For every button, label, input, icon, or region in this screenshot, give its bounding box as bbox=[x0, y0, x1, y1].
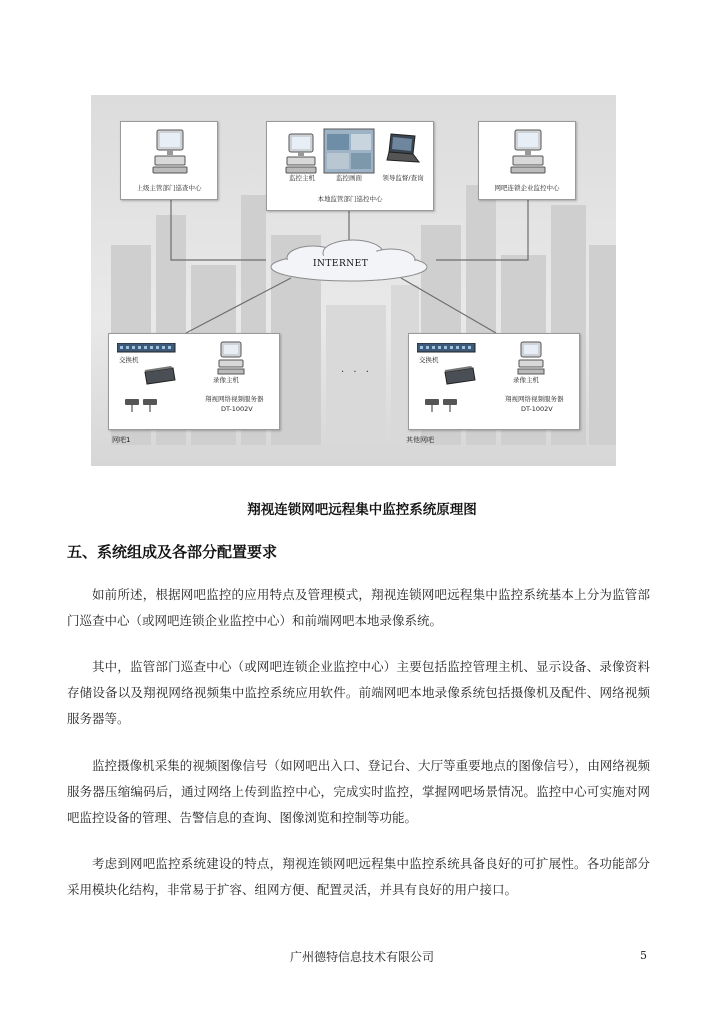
recorder-host-icon bbox=[217, 340, 247, 376]
video-server-icon bbox=[443, 366, 477, 386]
branch-box-left bbox=[108, 333, 280, 430]
computer-icon bbox=[509, 128, 549, 176]
laptop-icon bbox=[385, 132, 421, 168]
site-label-right: 其他网吧 bbox=[406, 436, 434, 444]
local-center-title: 本地监管部门巡控中心 bbox=[317, 195, 383, 203]
video-server-label: 翔视网络视频服务器 bbox=[205, 395, 264, 403]
monitor-host-icon bbox=[285, 132, 319, 176]
computer-icon bbox=[151, 128, 191, 176]
supervisor-center-box bbox=[120, 121, 218, 200]
footer-company: 广州德特信息技术有限公司 bbox=[289, 950, 434, 964]
recorder-host-label: 录像主机 bbox=[513, 376, 539, 384]
paragraph-3: 监控摄像机采集的视频图像信号（如网吧出入口、登记台、大厅等重要地点的图像信号），由网络视频服务器压缩编码后，通过网络上传到监控中心，完成实时监控，掌握网吧场景情况。监控中心可实施对网吧监控设备的管理、告警信息的查询、图像浏览和控制等功能。 bbox=[67, 758, 650, 825]
switch-label: 交换机 bbox=[119, 356, 139, 364]
section-title: 五、系统组成及各部分配置要求 bbox=[67, 543, 278, 561]
local-supervision-center-box bbox=[266, 121, 434, 211]
more-sites-ellipsis: · · · bbox=[341, 367, 372, 378]
paragraph-2: 其中，监管部门巡查中心（或网吧连锁企业监控中心）主要包括监控管理主机、显示设备、录像资料存储设备以及翔视网络视频集中监控系统应用软件。前端网吧本地录像系统包括摄像机及配件、网络视频服务器等。 bbox=[67, 659, 650, 726]
model-label: DT-1002V bbox=[521, 405, 553, 413]
supervisor-center-label: 上级主管部门巡查中心 bbox=[136, 184, 202, 192]
monitor-screen-icon bbox=[323, 128, 375, 174]
recorder-host-icon bbox=[517, 340, 547, 376]
camera-icon bbox=[423, 396, 463, 418]
switch-icon bbox=[417, 343, 477, 353]
video-server-icon bbox=[143, 366, 177, 386]
internet-label: INTERNET bbox=[313, 259, 369, 269]
video-server-label: 翔视网络视频服务器 bbox=[505, 395, 564, 403]
system-diagram bbox=[91, 95, 616, 466]
site-label-left: 网吧1 bbox=[112, 436, 131, 444]
paragraph-1: 如前所述，根据网吧监控的应用特点及管理模式，翔视连锁网吧远程集中监控系统基本上分为监管部门巡查中心（或网吧连锁企业监控中心）和前端网吧本地录像系统。 bbox=[67, 587, 650, 628]
page-number: 5 bbox=[640, 949, 647, 962]
diagram-caption: 翔视连锁网吧远程集中监控系统原理图 bbox=[247, 502, 477, 518]
model-label: DT-1002V bbox=[221, 405, 253, 413]
paragraph-4: 考虑到网吧监控系统建设的特点，翔视连锁网吧远程集中监控系统具备良好的可扩展性。各功能部分采用模块化结构，非常易于扩容、组网方便、配置灵活，并具有良好的用户接口。 bbox=[67, 856, 650, 897]
leader-query-label: 领导监督/查询 bbox=[382, 174, 424, 182]
monitor-screen-label: 监控画面 bbox=[336, 174, 362, 182]
switch-label: 交换机 bbox=[419, 356, 439, 364]
switch-icon bbox=[117, 343, 177, 353]
recorder-host-label: 录像主机 bbox=[213, 376, 239, 384]
branch-box-right bbox=[408, 333, 580, 430]
chain-enterprise-center-box bbox=[478, 121, 576, 200]
chain-center-label: 网吧连锁企业监控中心 bbox=[494, 184, 560, 192]
monitor-host-label: 监控主机 bbox=[289, 174, 315, 182]
camera-icon bbox=[123, 396, 163, 418]
